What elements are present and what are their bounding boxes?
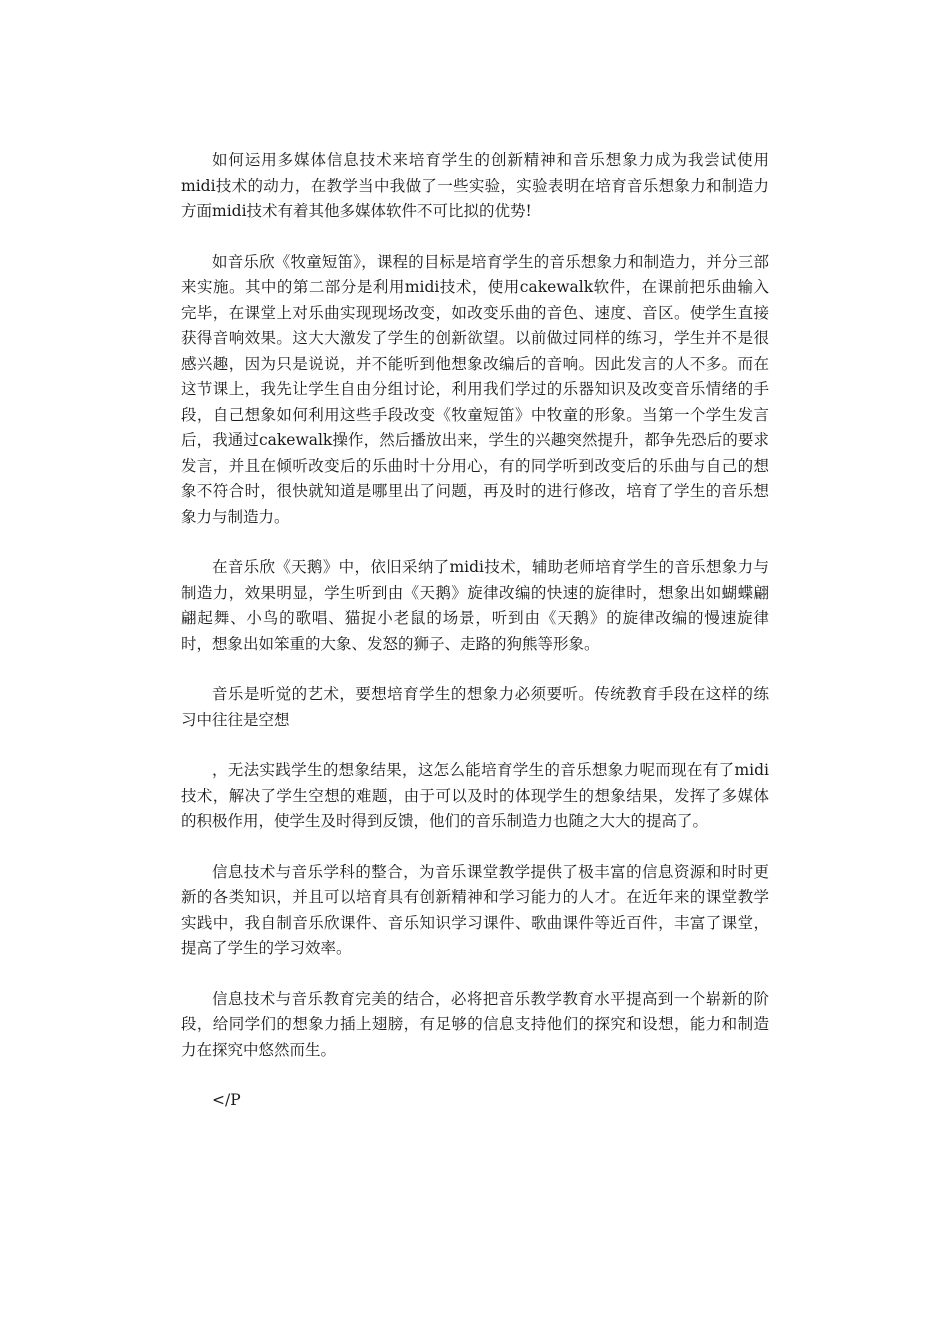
paragraph-conclusion: 信息技术与音乐教育完美的结合，必将把音乐教学教育水平提高到一个崭新的阶段，给同学们的想象力插上翅膀，有足够的信息支持他们的探究和设想，能力和制造力在探究中悠然而生。 bbox=[181, 989, 769, 1059]
paragraph-integration: 信息技术与音乐学科的整合，为音乐课堂教学提供了极丰富的信息资源和时时更新的各类知识，并且可以培育具有创新精神和学习能力的人才。在近年来的课堂教学实践中，我自制音乐欣课件、音乐知识学习课件、歌曲课件等近百件，丰富了课堂，提高了学生的学习效率。 bbox=[181, 862, 769, 957]
trailing-tag-text: </P bbox=[212, 1091, 241, 1109]
document-body bbox=[181, 148, 769, 1114]
paragraph-swan: 在音乐欣《天鹅》中，依旧采纳了midi技术，辅助老师培育学生的音乐想象力与制造力，效果明显，学生听到由《天鹅》旋律改编的快速的旋律时，想象出如蝴蝶翩翩起舞、小鸟的歌唱、猫捉小老鼠的场景，听到由《天鹅》的旋律改编的慢速旋律时，想象出如笨重的大象、发怒的狮子、走路的狗熊等形象。 bbox=[181, 558, 769, 653]
paragraph-intro: 如何运用多媒体信息技术来培育学生的创新精神和音乐想象力成为我尝试使用midi技术的动力，在教学当中我做了一些实验，实验表明在培育音乐想象力和制造力方面midi技术有着其他多媒体软件不可比拟的优势! bbox=[181, 151, 769, 220]
paragraph-herders-flute: 如音乐欣《牧童短笛》，课程的目标是培育学生的音乐想象力和制造力，并分三部来实施。其中的第二部分是利用midi技术，使用cakewalk软件，在课前把乐曲输入完毕，在课堂上对乐曲实现现场改变，如改变乐曲的音色、速度、音区。使学生直接获得音响效果。这大大激发了学生的创新欲望。以前做过同样的练习，学生并不是很感兴趣，因为只是说说，并不能听到他想象改编后的音响。因此发言的人不多。而在这节课上，我先让学生自由分组讨论，利用我们学过的乐器知识及改变音乐情绪的手段，自己想象如何利用这些手段改变《牧童短笛》中牧童的形象。当第一个学生发言后，我通过cakewalk操作，然后播放出来，学生的兴趣突然提升，都争先恐后的要求发言，并且在倾听改变后的乐曲时十分用心，有的同学听到改变后的乐曲与自己的想象不符合时，很快就知道是哪里出了问题，再及时的进行修改，培育了学生的音乐想象力与制造力。 bbox=[181, 252, 769, 526]
paragraph-listening-art: 音乐是听觉的艺术，要想培育学生的想象力必须要听。传统教育手段在这样的练习中往往是空想 bbox=[181, 685, 769, 729]
paragraph-listening-art-continued: ，无法实践学生的想象结果，这怎么能培育学生的音乐想象力呢而现在有了midi技术，解决了学生空想的难题，由于可以及时的体现学生的想象结果，发挥了多媒体的积极作用，使学生及时得到反馈，他们的音乐制造力也随之大大的提高了。 bbox=[181, 761, 769, 830]
